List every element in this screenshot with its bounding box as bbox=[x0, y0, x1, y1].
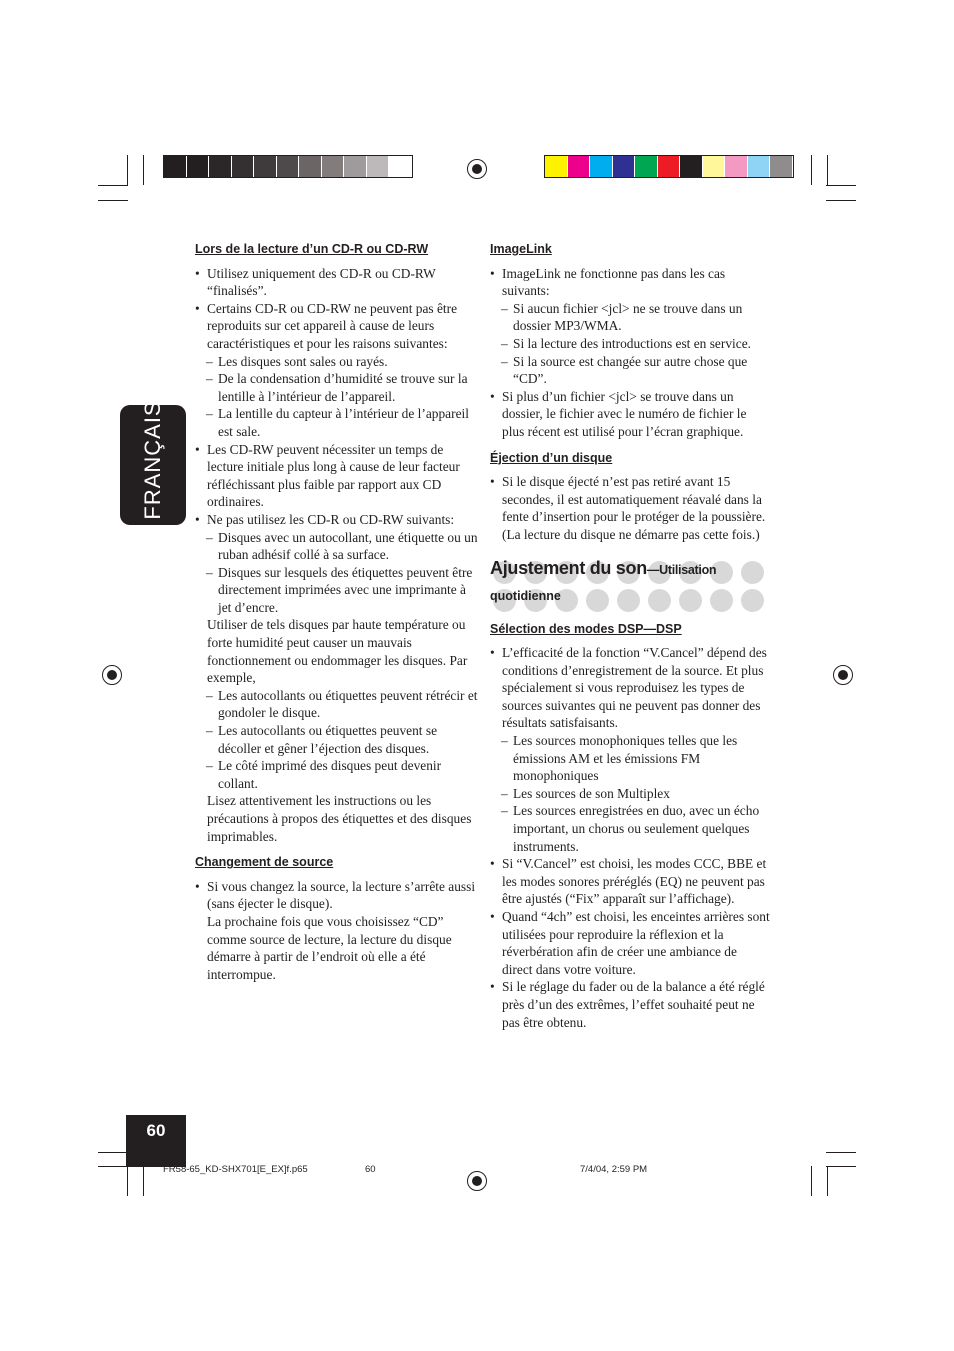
color-swatch bbox=[232, 156, 255, 177]
footer-page: 60 bbox=[365, 1164, 376, 1175]
color-swatch bbox=[322, 156, 345, 177]
bullet-item: • ImageLink ne fonctionne pas dans les cas suivants: bbox=[490, 265, 770, 300]
dash-item: – Le côté imprimé des disques peut devenir collant. bbox=[195, 757, 478, 792]
dash-item: – Les sources enregistrées en duo, avec un écho important, un chorus ou seulement quelques instruments. bbox=[490, 802, 770, 855]
color-swatch bbox=[344, 156, 367, 177]
color-swatch bbox=[164, 156, 187, 177]
bullet-item: • Si “V.Cancel” est choisi, les modes CCC, BBE et les modes sonores préréglés (EQ) ne peuvent pas être ajustés (“Fix” apparaît sur l’affichage). bbox=[490, 855, 770, 908]
crop-mark bbox=[827, 155, 828, 185]
decorative-dot bbox=[617, 589, 640, 612]
decorative-dot bbox=[741, 589, 764, 612]
color-swatch bbox=[367, 156, 390, 177]
page-number: 60 bbox=[126, 1115, 186, 1167]
section-heading: ImageLink bbox=[490, 242, 552, 256]
decorative-dot bbox=[741, 561, 764, 584]
crop-mark bbox=[827, 1166, 828, 1196]
registration-mark-icon bbox=[102, 665, 122, 685]
crop-mark bbox=[811, 155, 812, 185]
crop-mark bbox=[826, 1166, 856, 1167]
language-label: FRANÇAIS bbox=[140, 400, 165, 520]
dash-item: – Les sources monophoniques telles que les émissions AM et les émissions FM monophoniques bbox=[490, 732, 770, 785]
crop-mark bbox=[98, 1166, 128, 1167]
section-title: Ajustement du son—Utilisation bbox=[490, 557, 717, 578]
color-swatch bbox=[658, 156, 681, 177]
dash-item: – Les sources de son Multiplex bbox=[490, 785, 770, 803]
footer-filename: FR58-65_KD-SHX701[E_EX]f.p65 bbox=[163, 1164, 308, 1175]
crop-mark bbox=[127, 155, 128, 185]
color-swatch bbox=[635, 156, 658, 177]
crop-mark bbox=[127, 1166, 128, 1196]
section-heading: Éjection d’un disque bbox=[490, 450, 613, 465]
bullet-item: • Si vous changez la source, la lecture s’arrête aussi (sans éjecter le disque). bbox=[195, 878, 478, 913]
section-heading: Changement de source bbox=[195, 855, 334, 870]
crop-mark bbox=[98, 200, 128, 201]
color-swatch bbox=[568, 156, 591, 177]
left-column bbox=[195, 240, 478, 983]
bullet-item: • Les CD-RW peuvent nécessiter un temps de lecture initiale plus long à cause de leur facteur réfléchissant plus faible par rapport aux CD ordinaires. bbox=[195, 441, 478, 511]
color-swatch bbox=[299, 156, 322, 177]
crop-mark bbox=[98, 1152, 128, 1153]
decorative-dot bbox=[648, 589, 671, 612]
bullet-item: • L’efficacité de la fonction “V.Cancel” dépend des conditions d’enregistrement de la source. Et plus spécialement si vous reproduisez les types de sources suivantes qui ne peuvent pas donner des résultats satisfaisants. bbox=[490, 644, 770, 732]
footer-date: 7/4/04, 2:59 PM bbox=[580, 1164, 648, 1175]
bullet-item: • Quand “4ch” est choisi, les enceintes arrières sont utilisées pour reproduire la réflexion et la réverbération afin de créer une ambiance de direct dans votre voiture. bbox=[490, 908, 770, 978]
crop-mark bbox=[98, 185, 128, 186]
decorative-dot bbox=[710, 589, 733, 612]
section-subtitle: quotidienne bbox=[490, 588, 561, 603]
color-swatch bbox=[254, 156, 277, 177]
bullet-item: • Utilisez uniquement des CD-R ou CD-RW “finalisés”. bbox=[195, 265, 478, 300]
bullet-item: • Certains CD-R ou CD-RW ne peuvent pas être reproduits sur cet appareil à cause de leurs caractéristiques et pour les raisons suivantes: bbox=[195, 300, 478, 353]
language-tab bbox=[120, 400, 186, 525]
color-swatch bbox=[209, 156, 232, 177]
section-title-banner bbox=[490, 558, 770, 614]
color-swatch bbox=[680, 156, 703, 177]
color-swatch bbox=[703, 156, 726, 177]
registration-mark-icon bbox=[467, 159, 487, 179]
color-swatch bbox=[389, 156, 412, 177]
crop-mark bbox=[143, 1166, 144, 1196]
dash-item: – La lentille du capteur à l’intérieur de l’appareil est sale. bbox=[195, 405, 478, 440]
paragraph: Lisez attentivement les instructions ou les précautions à propos des étiquettes et des disques imprimables. bbox=[207, 793, 472, 844]
right-column bbox=[490, 240, 770, 1031]
dash-item: – Disques avec un autocollant, une étiquette ou un ruban adhésif collé à sa surface. bbox=[195, 529, 478, 564]
paragraph: La prochaine fois que vous choisissez “CD” comme source de lecture, la lecture du disque démarre à partir de l’endroit où elle a été interrompue. bbox=[207, 913, 452, 982]
color-swatch bbox=[748, 156, 771, 177]
color-swatch bbox=[187, 156, 210, 177]
color-swatch bbox=[590, 156, 613, 177]
color-swatch bbox=[545, 156, 568, 177]
decorative-dot bbox=[679, 589, 702, 612]
dash-item: – Si la source est changée sur autre chose que “CD”. bbox=[490, 353, 770, 388]
color-swatch bbox=[277, 156, 300, 177]
crop-mark bbox=[826, 200, 856, 201]
registration-mark-icon bbox=[467, 1171, 487, 1191]
decorative-dot bbox=[586, 589, 609, 612]
gray-calibration-bar bbox=[163, 155, 413, 178]
color-swatch bbox=[725, 156, 748, 177]
dash-item: – Disques sur lesquels des étiquettes peuvent être directement imprimées avec une imprimante à jet d’encre. bbox=[195, 564, 478, 617]
color-swatch bbox=[770, 156, 793, 177]
registration-mark-icon bbox=[833, 665, 853, 685]
crop-mark bbox=[811, 1166, 812, 1196]
section-heading: Sélection des modes DSP—DSP bbox=[490, 621, 682, 636]
dash-item: – Les autocollants ou étiquettes peuvent rétrécir et gondoler le disque. bbox=[195, 687, 478, 722]
bullet-item: • Si le réglage du fader ou de la balance a été réglé près d’un des extrêmes, l’effet souhaité peut ne pas être obtenu. bbox=[490, 978, 770, 1031]
dash-item: – Si aucun fichier <jcl> ne se trouve dans un dossier MP3/WMA. bbox=[490, 300, 770, 335]
dash-item: – Si la lecture des introductions est en service. bbox=[490, 335, 770, 353]
crop-mark bbox=[826, 185, 856, 186]
bullet-item: • Si le disque éjecté n’est pas retiré avant 15 secondes, il est automatiquement réavalé dans la fente d’insertion pour le protéger de la poussière. (La lecture du disque ne démarre pas cette fois.) bbox=[490, 473, 770, 543]
dash-item: – Les disques sont sales ou rayés. bbox=[195, 353, 478, 371]
bullet-item: • Ne pas utilisez les CD-R ou CD-RW suivants: bbox=[195, 511, 478, 529]
dash-item: – Les autocollants ou étiquettes peuvent se décoller et gêner l’éjection des disques. bbox=[195, 722, 478, 757]
paragraph: Utiliser de tels disques par haute température ou forte humidité peut causer un mauvais fonctionnement ou endommager les disques. Par exemple, bbox=[207, 617, 468, 686]
crop-mark bbox=[143, 155, 144, 185]
bullet-item: • Si plus d’un fichier <jcl> se trouve dans un dossier, le fichier avec le numéro de fichier le plus récent est utilisé pour l’écran graphique. bbox=[490, 388, 770, 441]
crop-mark bbox=[826, 1152, 856, 1153]
section-heading: Lors de la lecture d’un CD-R ou CD-RW bbox=[195, 242, 429, 256]
color-calibration-bar bbox=[544, 155, 794, 178]
color-swatch bbox=[613, 156, 636, 177]
dash-item: – De la condensation d’humidité se trouve sur la lentille à l’intérieur de l’appareil. bbox=[195, 370, 478, 405]
